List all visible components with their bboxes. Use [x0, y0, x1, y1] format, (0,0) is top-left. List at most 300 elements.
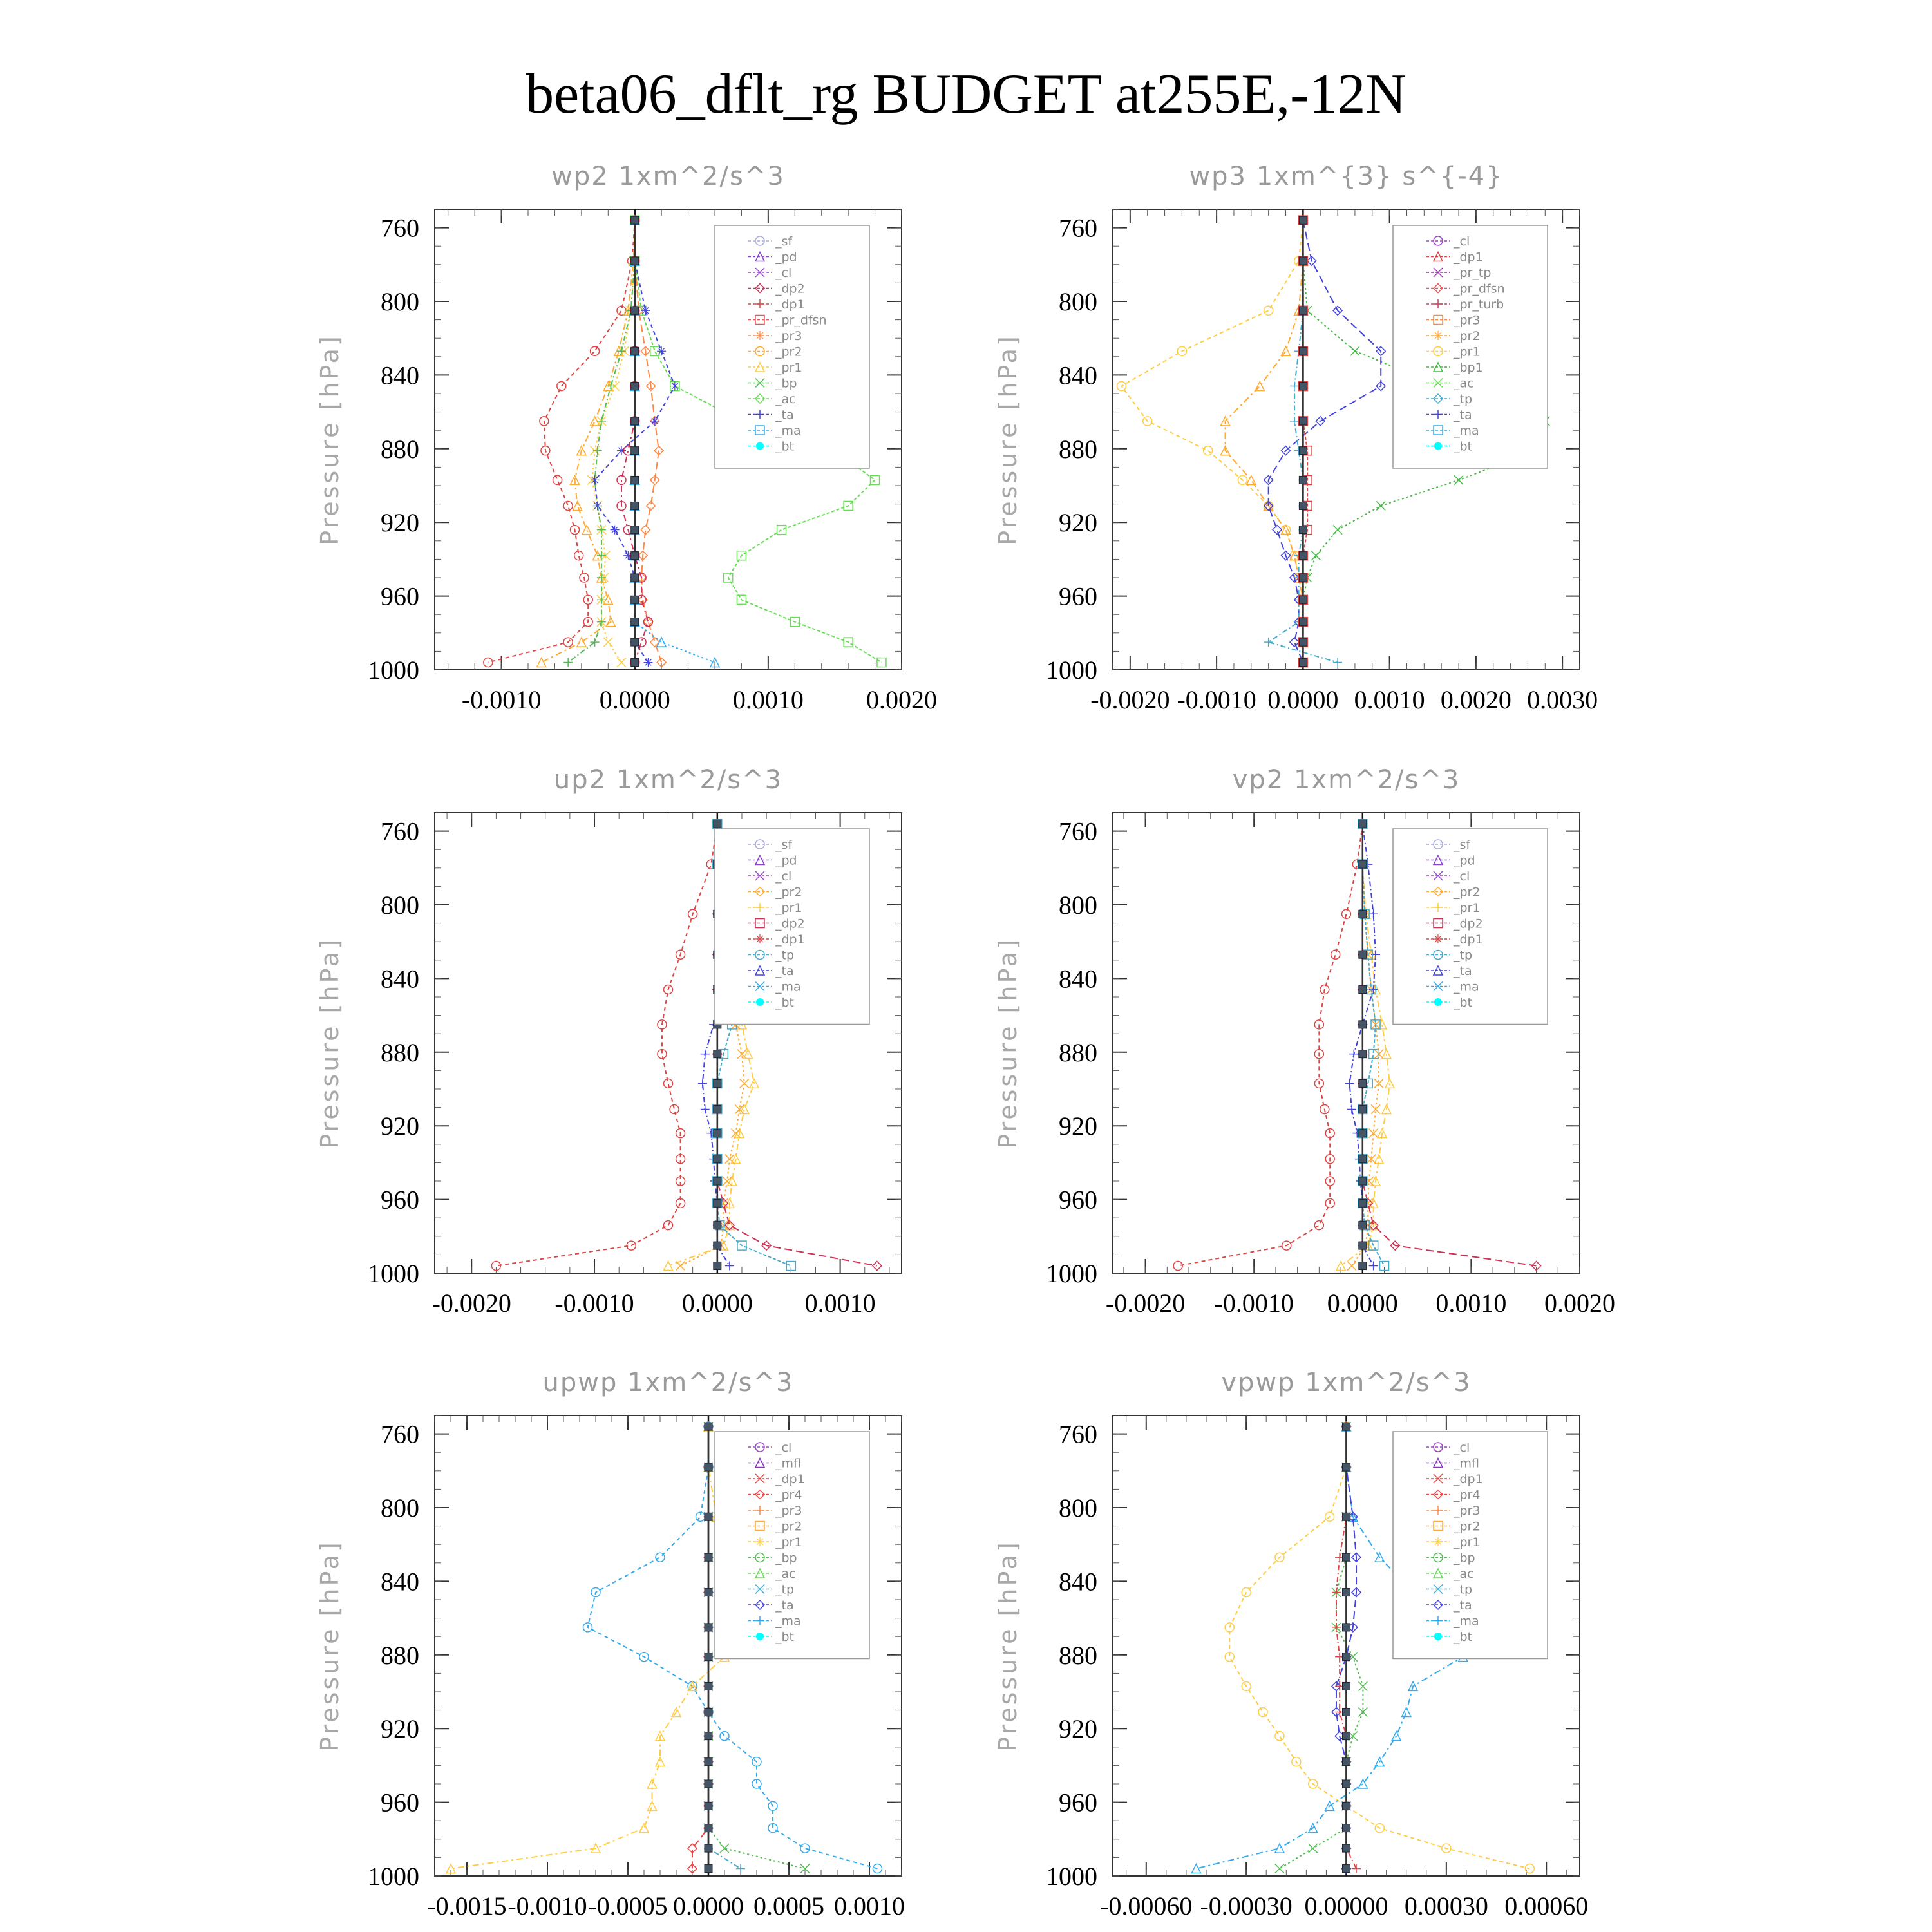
data-point [1264, 306, 1273, 315]
panel-title: wp3 1xm^{3} s^{-4} [1189, 162, 1504, 191]
data-point [777, 526, 786, 535]
y-tick-label: 880 [1059, 434, 1097, 464]
y-tick-label: 920 [1059, 508, 1097, 538]
legend-marker [756, 1633, 764, 1640]
legend-label: _pr1 [775, 901, 802, 915]
x-tick-label: 0.0010 [1435, 1289, 1507, 1318]
data-point [1359, 1177, 1367, 1185]
legend-label: _bp [775, 376, 797, 391]
data-point [553, 475, 562, 484]
data-point [1343, 1682, 1350, 1690]
data-point [631, 476, 639, 484]
legend-label: _pr2 [775, 1519, 802, 1534]
legend-label: _pr_tp [1454, 266, 1492, 280]
legend-label: _sf [775, 234, 793, 249]
legend-label: _ac [775, 392, 796, 406]
data-point [1369, 1262, 1378, 1271]
data-point [1191, 1864, 1200, 1873]
legend-marker [756, 442, 764, 450]
legend-label: _bt [1454, 996, 1473, 1010]
data-point [705, 1513, 712, 1520]
series-line [542, 220, 635, 662]
legend-label: _pr2 [1454, 329, 1481, 343]
data-point [656, 1757, 665, 1766]
series-line [1178, 824, 1363, 1265]
legend-label: _pr4 [1454, 1488, 1481, 1502]
data-point [1359, 1155, 1367, 1163]
data-point [1333, 526, 1342, 535]
legend-label: _dp1 [1454, 250, 1483, 265]
legend-label: _pd [775, 853, 797, 868]
data-point [631, 257, 639, 265]
legend-label: _ta [775, 964, 794, 978]
data-point [631, 574, 639, 582]
legend-label: _cl [1454, 234, 1470, 249]
legend-label: _cl [1454, 869, 1470, 884]
x-tick-label: -0.0015 [427, 1891, 507, 1920]
data-point [643, 658, 652, 667]
data-point [1299, 257, 1307, 265]
data-point [705, 1758, 712, 1766]
data-point [1299, 447, 1307, 455]
data-point [705, 1463, 712, 1471]
legend-label: _tp [1454, 948, 1473, 963]
y-axis-label: Pressure [hPa] [316, 334, 344, 545]
data-point [1299, 502, 1307, 509]
y-tick-label: 760 [381, 1419, 419, 1449]
data-point [871, 475, 880, 484]
legend-label: _pr3 [775, 1504, 802, 1518]
data-point [631, 216, 639, 224]
series-bt [1299, 216, 1307, 666]
data-point [1264, 638, 1273, 647]
data-point [705, 1553, 712, 1561]
data-point [1343, 1780, 1350, 1788]
data-point [1299, 618, 1307, 626]
legend-label: _mfl [1454, 1456, 1479, 1471]
data-point [564, 501, 573, 510]
legend [1393, 225, 1548, 468]
x-tick-label: 0.00000 [1304, 1891, 1388, 1920]
data-point [725, 1262, 734, 1271]
x-tick-label: -0.0010 [1214, 1289, 1294, 1318]
series-ta [1264, 216, 1386, 667]
data-point [631, 526, 639, 534]
data-point [1309, 1844, 1318, 1853]
data-point [631, 383, 639, 390]
data-point [1402, 1707, 1411, 1716]
data-point [1282, 346, 1291, 355]
data-point [1282, 526, 1291, 535]
data-point [1359, 860, 1367, 868]
legend-label: _dp1 [1454, 1472, 1483, 1486]
y-tick-label: 840 [1059, 1567, 1097, 1596]
legend-marker [755, 1537, 764, 1546]
legend-label: _pr4 [775, 1488, 802, 1502]
y-tick-label: 840 [1059, 361, 1097, 390]
data-point [1343, 1758, 1350, 1766]
legend-marker [1434, 934, 1443, 943]
data-point [611, 526, 620, 535]
data-point [705, 1780, 712, 1788]
data-point [603, 638, 612, 647]
series-line [496, 824, 717, 1265]
legend-label: _sf [1454, 838, 1471, 852]
data-point [725, 1155, 734, 1164]
data-point [705, 1589, 712, 1596]
legend-marker [756, 998, 764, 1006]
data-point [1299, 638, 1307, 646]
data-point [1343, 1824, 1350, 1832]
x-tick-label: -0.0005 [588, 1891, 668, 1920]
data-point [714, 1155, 721, 1163]
x-tick-label: 0.0005 [753, 1891, 824, 1920]
x-tick-label: 0.0020 [866, 685, 937, 714]
data-point [1312, 551, 1321, 560]
data-point [582, 526, 591, 535]
legend-label: _pr1 [1454, 901, 1481, 915]
y-tick-label: 800 [381, 287, 419, 316]
data-point [617, 475, 626, 484]
data-point [1290, 417, 1299, 426]
legend-marker [1434, 998, 1442, 1006]
x-tick-label: -0.0010 [1177, 685, 1256, 714]
data-point [1359, 1130, 1367, 1137]
data-point [714, 1222, 721, 1229]
legend-marker [755, 331, 764, 340]
data-point [1299, 476, 1307, 484]
data-point [714, 1262, 721, 1270]
series-bt [705, 1423, 712, 1872]
legend-label: _pr_dfsn [1454, 281, 1505, 296]
data-point [643, 618, 652, 627]
legend-label: _tp [775, 948, 795, 963]
series-dp1 [1173, 819, 1367, 1270]
y-tick-label: 920 [1059, 1112, 1097, 1141]
data-point [714, 1050, 721, 1058]
data-point [714, 1130, 721, 1137]
data-point [1343, 1423, 1350, 1430]
data-point [639, 1824, 649, 1833]
data-point [1299, 417, 1307, 425]
data-point [664, 1221, 673, 1230]
legend-label: _ma [1454, 424, 1479, 438]
y-tick-label: 840 [1059, 964, 1097, 994]
data-point [1343, 1732, 1350, 1740]
data-point [800, 1844, 810, 1853]
data-point [1352, 1864, 1361, 1873]
data-point [650, 417, 659, 426]
legend-marker [755, 934, 764, 943]
panel-1 [316, 162, 937, 714]
series-ma [630, 216, 719, 667]
y-tick-label: 960 [1059, 1788, 1097, 1817]
data-point [1358, 1681, 1367, 1690]
legend-label: _pr2 [775, 345, 802, 359]
legend-label: _pr1 [1454, 345, 1481, 359]
y-tick-label: 800 [1059, 891, 1097, 920]
data-point [670, 382, 679, 391]
data-point [631, 638, 639, 646]
legend-label: _dp2 [775, 916, 805, 931]
legend-marker [1434, 331, 1443, 340]
data-point [1299, 574, 1307, 582]
data-point [1299, 307, 1307, 314]
panel-title: wp2 1xm^2/s^3 [551, 162, 785, 191]
data-point [1359, 1199, 1367, 1207]
y-tick-label: 880 [381, 1037, 419, 1067]
data-point [714, 1105, 721, 1113]
y-tick-label: 1000 [368, 1862, 419, 1891]
data-point [631, 447, 639, 455]
y-tick-label: 1000 [1046, 656, 1097, 685]
legend-marker [1434, 442, 1442, 450]
y-axis-label: Pressure [hPa] [316, 937, 344, 1149]
series-line [1269, 220, 1381, 662]
data-point [1349, 1050, 1358, 1059]
data-point [1290, 382, 1299, 391]
y-tick-label: 760 [1059, 213, 1097, 243]
data-point [1333, 658, 1342, 667]
data-point [1299, 216, 1307, 224]
legend-label: _pr2 [1454, 1519, 1481, 1534]
data-point [1343, 1463, 1350, 1471]
legend-label: _pr3 [1454, 1504, 1481, 1518]
legend-label: _cl [775, 869, 792, 884]
data-point [873, 1864, 882, 1873]
legend [715, 225, 869, 468]
data-point [705, 1824, 712, 1832]
y-tick-label: 800 [1059, 1493, 1097, 1522]
data-point [631, 618, 639, 626]
data-point [1374, 1050, 1383, 1059]
data-point [1343, 1802, 1350, 1810]
legend [715, 1432, 869, 1659]
y-tick-label: 800 [381, 891, 419, 920]
data-point [577, 638, 586, 647]
y-tick-label: 920 [1059, 1714, 1097, 1744]
x-tick-label: 0.0010 [804, 1289, 876, 1318]
y-tick-label: 840 [381, 1567, 419, 1596]
legend-marker [1434, 1633, 1442, 1640]
y-tick-label: 800 [1059, 287, 1097, 316]
legend-label: _bp [775, 1551, 797, 1566]
legend-label: _ta [1454, 964, 1472, 978]
legend-label: _bt [1454, 439, 1473, 454]
data-point [657, 346, 666, 355]
x-tick-label: -0.0020 [431, 1289, 511, 1318]
data-point [1343, 1865, 1350, 1873]
data-point [736, 1864, 745, 1873]
series-dp1 [484, 216, 639, 667]
legend-label: _bt [775, 439, 795, 454]
x-tick-label: 0.00060 [1504, 1891, 1589, 1920]
x-tick-label: -0.0010 [461, 685, 542, 714]
legend-label: _cl [775, 1441, 792, 1455]
x-tick-label: 0.0030 [1527, 685, 1598, 714]
data-point [705, 1844, 712, 1852]
y-tick-label: 1000 [1046, 1259, 1097, 1288]
data-point [1299, 347, 1307, 355]
panel-title: vp2 1xm^2/s^3 [1232, 765, 1461, 795]
legend-label: _ma [1454, 1614, 1479, 1629]
legend-label: _dp1 [775, 298, 805, 312]
data-point [1299, 596, 1307, 603]
x-tick-label: 0.0000 [681, 1289, 753, 1318]
data-point [597, 573, 606, 582]
data-point [1314, 1221, 1323, 1230]
data-point [617, 658, 626, 667]
legend-label: _tp [1454, 1582, 1473, 1597]
legend-label: _cl [1454, 1441, 1470, 1455]
y-tick-label: 960 [381, 1788, 419, 1817]
data-point [1275, 1844, 1284, 1853]
legend-label: _ta [775, 408, 794, 422]
data-point [1343, 1653, 1350, 1661]
x-tick-label: 0.0010 [732, 685, 804, 714]
legend-label: _ta [1454, 408, 1472, 422]
data-point [1343, 1589, 1350, 1596]
data-point [1359, 1222, 1367, 1229]
data-point [656, 1553, 665, 1562]
x-tick-label: -0.0010 [507, 1891, 587, 1920]
legend-label: _bp [1454, 1551, 1475, 1566]
y-axis-label: Pressure [hPa] [994, 334, 1022, 545]
y-tick-label: 920 [381, 1112, 419, 1141]
data-point [631, 502, 639, 509]
y-tick-label: 800 [381, 1493, 419, 1522]
y-tick-label: 960 [381, 582, 419, 611]
legend-label: _pd [775, 250, 797, 265]
series-bp [564, 216, 639, 667]
legend-label: _pr3 [775, 329, 802, 343]
data-point [1359, 986, 1367, 994]
y-tick-label: 1000 [368, 1259, 419, 1288]
series-line [635, 220, 715, 662]
data-point [1359, 910, 1367, 918]
legend-label: _ta [775, 1598, 794, 1613]
data-point [714, 1199, 721, 1207]
data-point [670, 1104, 679, 1113]
legend-label: _pr2 [775, 885, 802, 900]
y-tick-label: 1000 [368, 656, 419, 685]
legend-label: _dp1 [775, 933, 805, 947]
series-line [1226, 220, 1303, 662]
data-point [631, 596, 639, 603]
data-point [705, 1865, 712, 1873]
legend-label: _ma [775, 424, 801, 438]
series-bt [1359, 820, 1367, 1269]
data-point [593, 446, 602, 455]
legend-label: _ta [1454, 1598, 1472, 1613]
data-point [537, 658, 546, 667]
data-point [1350, 346, 1359, 355]
x-tick-label: 0.0020 [1440, 685, 1511, 714]
panel-title: upwp 1xm^2/s^3 [542, 1368, 794, 1397]
legend-label: _sf [775, 838, 793, 852]
legend-label: _mfl [775, 1456, 801, 1471]
x-tick-label: -0.00030 [1200, 1891, 1293, 1920]
data-point [1299, 526, 1307, 534]
data-point [698, 1079, 707, 1088]
x-tick-label: -0.0020 [1105, 1289, 1186, 1318]
series-line [488, 220, 635, 662]
legend-label: _bt [1454, 1630, 1473, 1644]
legend-label: _pr1 [775, 1535, 802, 1549]
series-line [1121, 220, 1303, 662]
data-point [1359, 1050, 1367, 1058]
y-axis-label: Pressure [hPa] [316, 1540, 344, 1752]
legend-label: _ac [1454, 376, 1474, 391]
data-point [1204, 446, 1213, 455]
data-point [1275, 1864, 1284, 1873]
y-tick-label: 960 [1059, 1185, 1097, 1215]
x-tick-label: 0.0000 [673, 1891, 744, 1920]
legend [1393, 1432, 1548, 1659]
data-point [705, 1682, 712, 1690]
data-point [1347, 1262, 1356, 1271]
data-point [1359, 951, 1367, 958]
legend-label: _pr_turb [1454, 298, 1504, 312]
data-point [1345, 1079, 1354, 1088]
data-point [1359, 1262, 1367, 1270]
legend-label: _pr_dfsn [775, 313, 827, 328]
legend-label: _tp [1454, 392, 1473, 406]
data-point [1454, 475, 1463, 484]
data-point [740, 1104, 749, 1113]
y-tick-label: 880 [381, 1640, 419, 1670]
y-tick-label: 880 [381, 434, 419, 464]
data-point [705, 1708, 712, 1716]
x-tick-label: 0.0010 [1354, 685, 1425, 714]
data-point [591, 346, 600, 355]
panels-group [316, 162, 1615, 1920]
x-tick-label: -0.0010 [554, 1289, 634, 1318]
data-point [705, 1732, 712, 1740]
data-point [701, 1050, 710, 1059]
series-bp [1275, 1422, 1367, 1873]
data-point [1359, 1242, 1367, 1249]
y-axis-label: Pressure [hPa] [994, 1540, 1022, 1752]
data-point [1275, 1732, 1284, 1741]
data-point [1343, 1553, 1350, 1561]
legend-label: _ac [1454, 1567, 1474, 1581]
legend-label: _dp1 [1454, 933, 1483, 947]
legend-label: _dp2 [1454, 916, 1483, 931]
y-tick-label: 880 [1059, 1037, 1097, 1067]
x-tick-label: 0.0000 [599, 685, 670, 714]
legend-label: _bp1 [1454, 361, 1483, 375]
data-point [1258, 1707, 1267, 1716]
legend-label: _bt [775, 1630, 795, 1644]
data-point [631, 659, 639, 667]
data-point [1299, 552, 1307, 560]
data-point [557, 382, 566, 391]
legend-label: _pd [1454, 853, 1475, 868]
y-tick-label: 1000 [1046, 1862, 1097, 1891]
data-point [631, 552, 639, 560]
legend-label: _ma [775, 1614, 801, 1629]
data-point [1343, 1624, 1350, 1631]
panel-6 [994, 1368, 1588, 1920]
legend-label: _dp1 [775, 1472, 805, 1486]
data-point [701, 1104, 710, 1113]
data-point [1331, 950, 1340, 959]
y-tick-label: 760 [381, 213, 419, 243]
data-point [1359, 1021, 1367, 1028]
legend [715, 829, 869, 1025]
y-tick-label: 920 [381, 508, 419, 538]
